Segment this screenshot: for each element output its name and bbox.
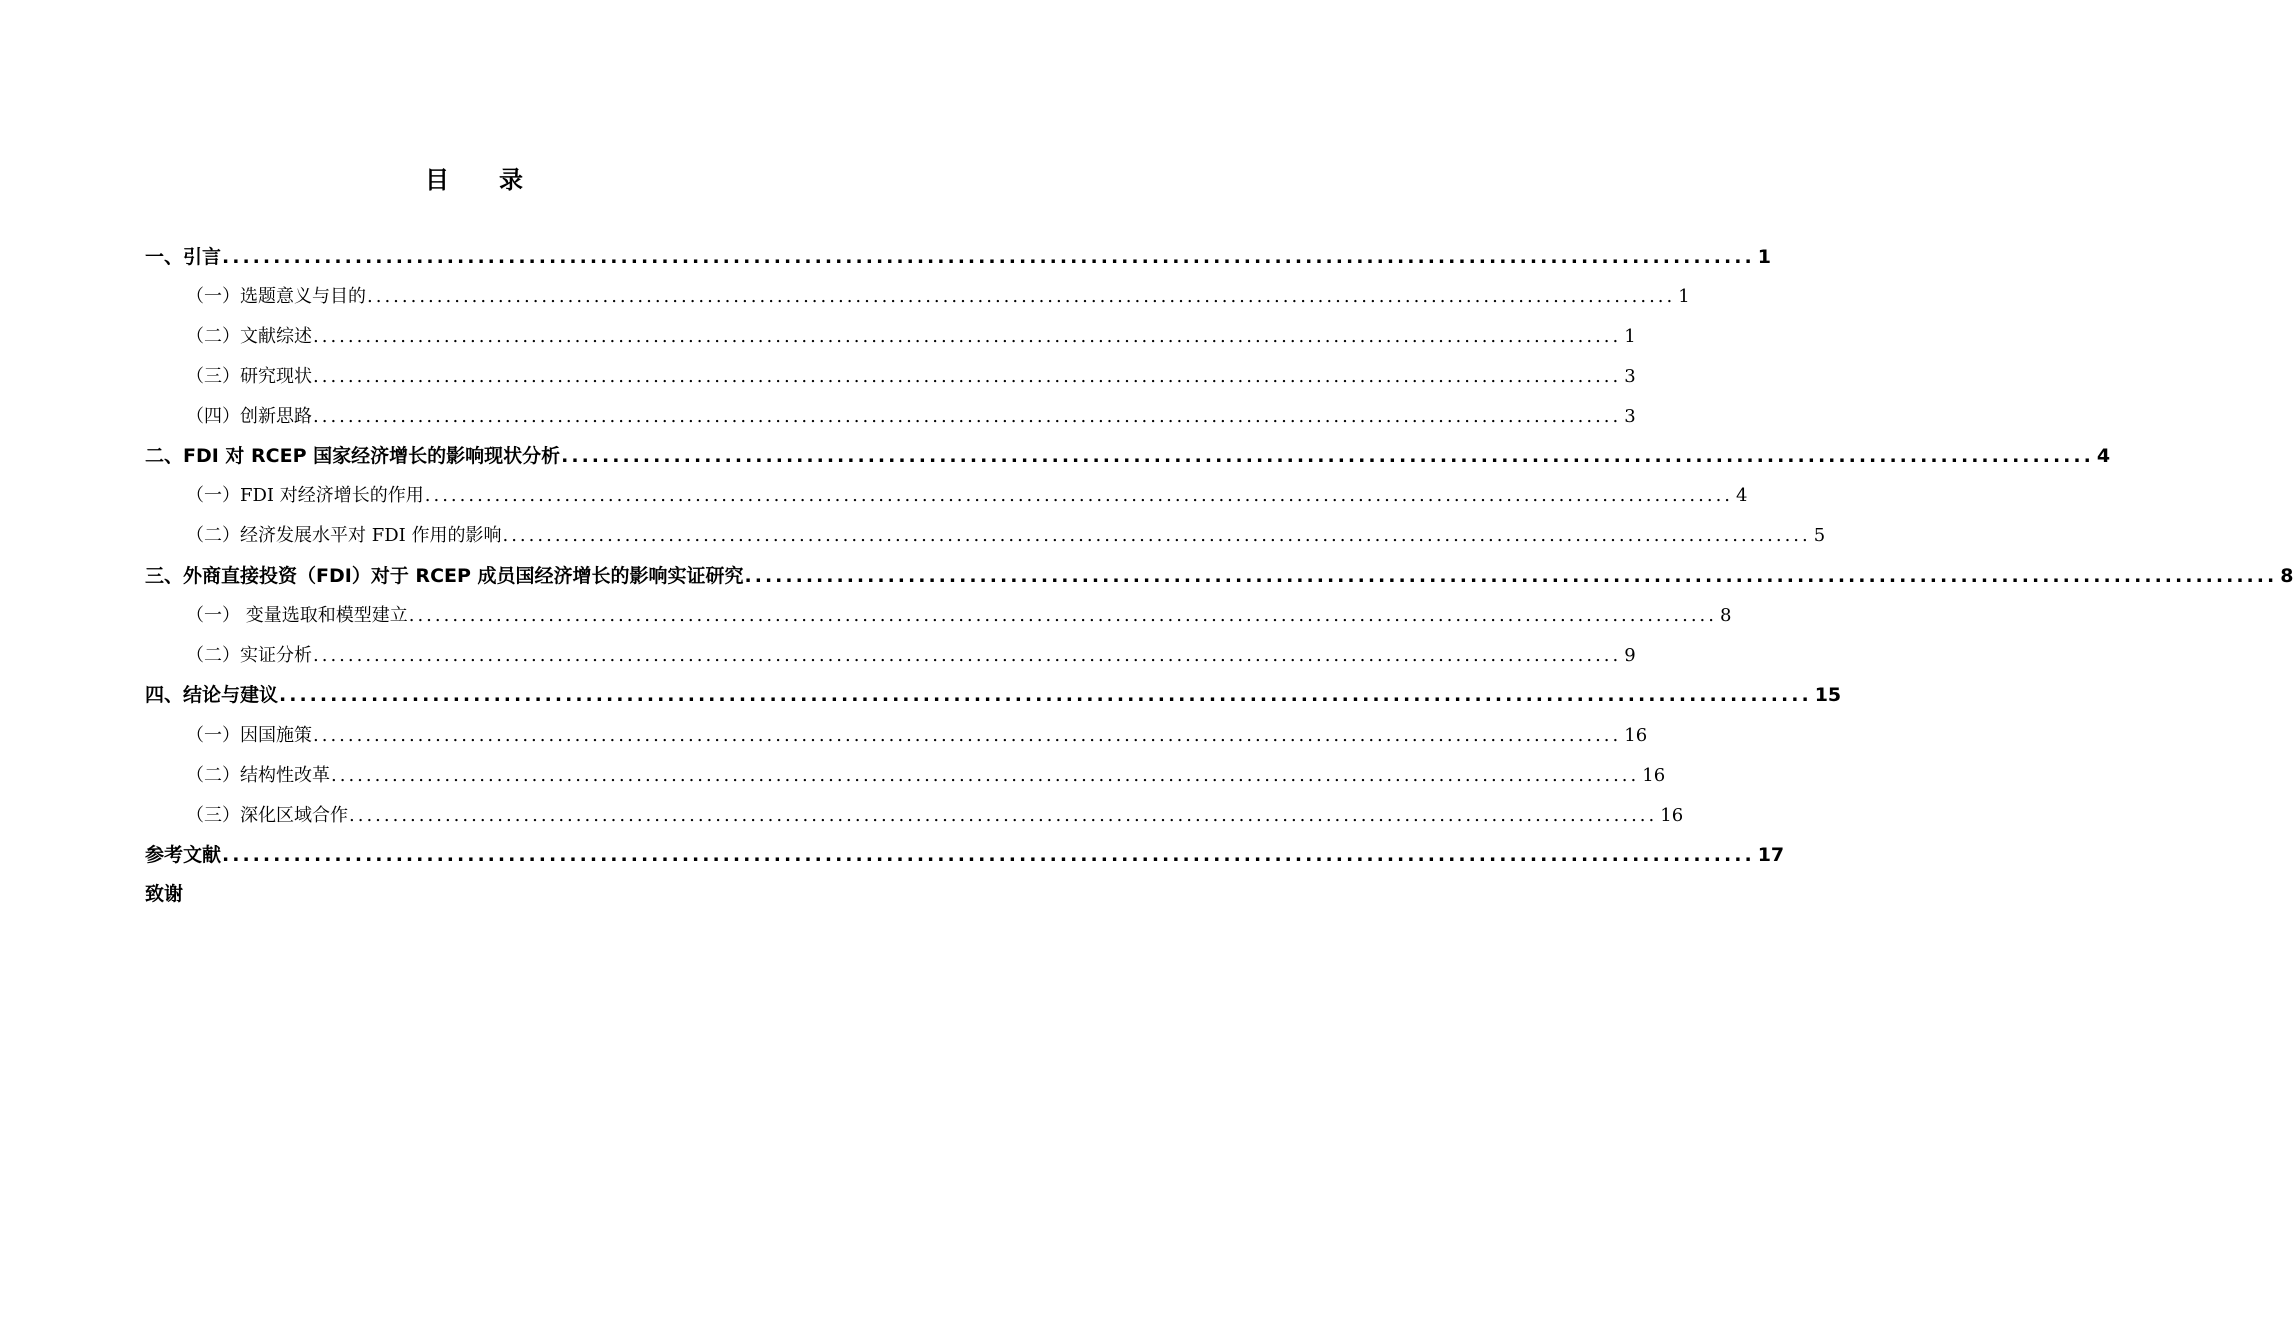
toc-entry-empirical-analysis[interactable] [186,641,1636,671]
toc-entry-text: （二）实证分析 [186,645,312,666]
toc-entry-introduction[interactable] [145,242,1771,272]
toc-entry-text: 致谢 [145,883,184,905]
toc-leader-dots: ...................................................................................................................................................... [279,684,1812,706]
toc-page-number: 9 [1624,645,1636,666]
toc-leader-dots: ...................................................................................................................................................... [502,525,1811,546]
toc-entry-text: （四）创新思路 [186,406,312,427]
toc-entry-text: （二）经济发展水平对 FDI 作用的影响 [186,525,502,546]
toc-entry-structural-reform[interactable] [186,761,1666,791]
toc-page-number: 3 [1624,406,1636,427]
toc-entry-text: （一）因国施策 [186,725,312,746]
toc-leader-dots: ...................................................................................................................................................... [313,406,1622,427]
toc-entry-chapter-three[interactable] [145,561,2293,591]
toc-entry-text: （二）文献综述 [186,326,312,347]
toc-page-number: 1 [1678,286,1690,307]
toc-page-number: 5 [1813,525,1826,546]
toc-entry-text: 二、FDI 对 RCEP 国家经济增长的影响现状分析 [145,445,561,467]
toc-entry-text: （三）研究现状 [186,366,312,387]
toc-entry-text: 一、引言 [145,246,222,268]
toc-entry-fdi-role[interactable] [186,481,1748,511]
toc-leader-dots: ...................................................................................................................................................... [313,725,1622,746]
toc-leader-dots: ...................................................................................................................................................... [408,605,1717,626]
toc-leader-dots: ...................................................................................................................................................... [313,326,1622,347]
toc-leader-dots: ...................................................................................................................................................... [367,286,1676,307]
toc-entry-references[interactable] [145,840,1785,870]
toc-leader-dots: ...................................................................................................................................................... [744,565,2278,587]
toc-leader-dots: ...................................................................................................................................................... [561,445,2094,467]
toc-entry-text: （一）FDI 对经济增长的作用 [186,485,424,506]
toc-page-number: 4 [1736,485,1748,506]
toc-page-number: 8 [2280,565,2293,587]
toc-page-number: 17 [1757,844,1785,866]
page-title [0,160,950,195]
toc-entry-text: （二）结构性改革 [186,765,330,786]
toc-leader-dots: ...................................................................................................................................................... [331,765,1640,786]
toc-entry-acknowledgements[interactable] [145,879,345,909]
toc-entry-literature-review[interactable] [186,322,1636,352]
toc-page-number: 16 [1660,805,1684,826]
toc-leader-dots: ...................................................................................................................................................... [222,844,1755,866]
toc-page-number: 16 [1642,765,1666,786]
toc-page-number: 3 [1624,366,1636,387]
toc-entry-research-status[interactable] [186,362,1636,392]
toc-entry-variables-model[interactable] [186,601,1732,631]
toc-entry-innovation[interactable] [186,402,1636,432]
toc-page-number: 1 [1757,246,1771,268]
toc-entry-regional-cooperation[interactable] [186,801,1684,831]
title-char-right: 录 [499,166,525,194]
toc-entry-purpose[interactable] [186,282,1690,312]
toc-page-number: 1 [1624,326,1636,347]
toc-leader-dots: ...................................................................................................................................................... [424,485,1734,506]
toc-entry-text: 参考文献 [145,844,222,866]
toc-entry-text: 三、外商直接投资（FDI）对于 RCEP 成员国经济增长的影响实证研究 [145,565,744,587]
toc-leader-dots: ...................................................................................................................................................... [222,246,1755,268]
toc-leader-dots: ...................................................................................................................................................... [313,645,1622,666]
toc-entry-chapter-two[interactable] [145,441,2111,471]
toc-entry-country-policy[interactable] [186,721,1648,751]
toc-entry-text: （一） 变量选取和模型建立 [186,605,408,626]
toc-entry-text: （三）深化区域合作 [186,805,348,826]
toc-entry-text: （一）选题意义与目的 [186,286,366,307]
toc-entry-chapter-four[interactable] [145,680,1842,710]
toc-entry-text: 四、结论与建议 [145,684,279,706]
toc-page-number: 16 [1624,725,1648,746]
toc-leader-dots: ...................................................................................................................................................... [349,805,1658,826]
toc-leader-dots: ...................................................................................................................................................... [313,366,1622,387]
toc-page-number: 4 [2096,445,2111,467]
toc-page-number: 8 [1720,605,1732,626]
toc-entry-development-level[interactable] [186,521,1826,551]
toc-page-number: 15 [1814,684,1842,706]
title-char-left: 目 [425,166,451,194]
